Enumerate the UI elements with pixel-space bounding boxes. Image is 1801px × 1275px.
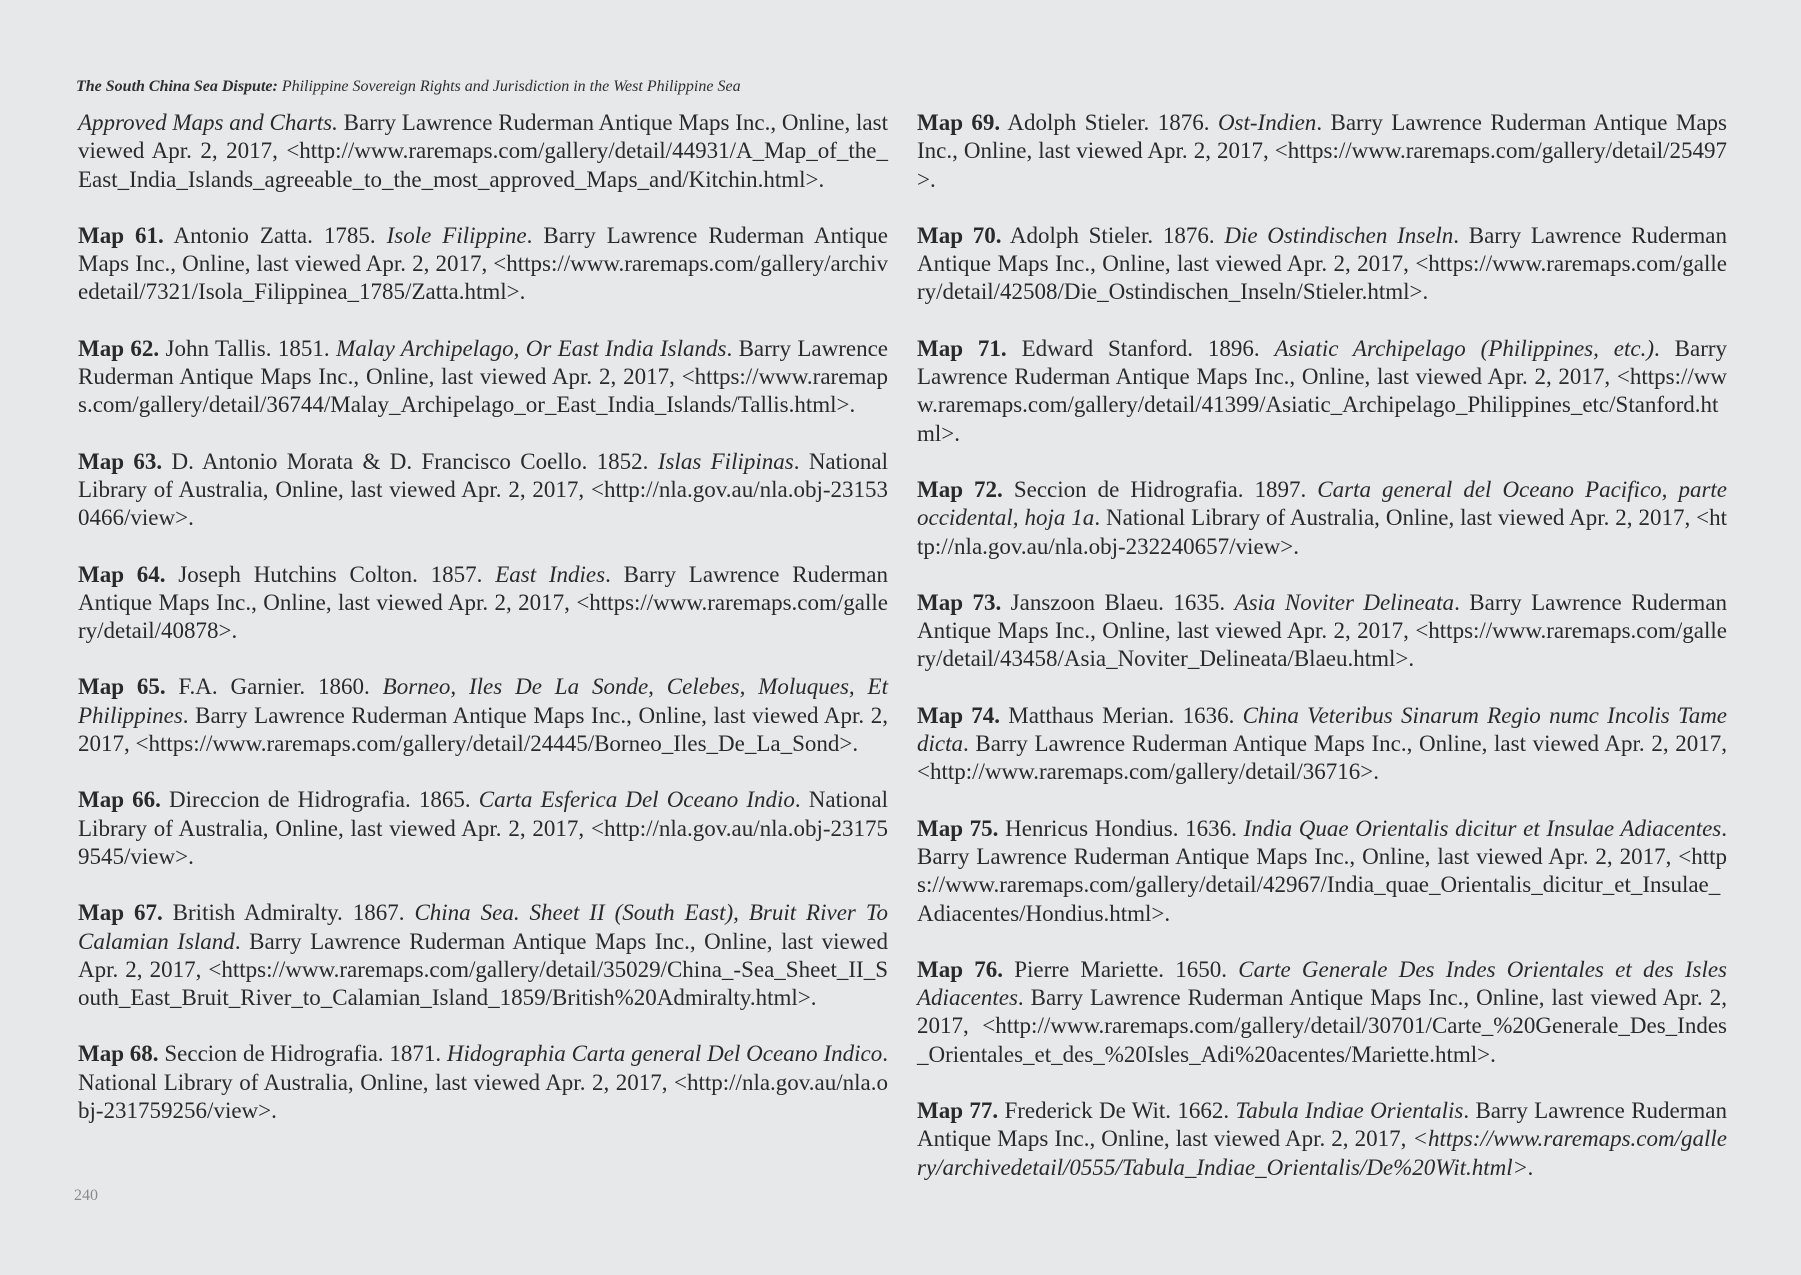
entry-label: Map 73.: [917, 589, 1002, 615]
entry-author-year: Seccion de Hidrografia. 1871.: [158, 1041, 447, 1067]
entry-map-title: Hidographia Carta general Del Oceano Indico: [446, 1041, 883, 1067]
left-column: [78, 109, 888, 1153]
page-number: 240: [74, 1187, 98, 1204]
entry-author-year: Adolph Stieler. 1876.: [1001, 222, 1225, 248]
entry-map-title: India Quae Orientalis dicitur et Insulae Adiacentes: [1243, 815, 1722, 841]
entry-label: Map 62.: [78, 335, 160, 361]
reference-entry: [78, 448, 888, 533]
entry-url: <https://www.raremaps.com/gallery/detail/35029/China_-Sea_Sheet_II_South_East_Bruit_River_to_Calamian_Island_1859/British%20Admiralty.html>.: [78, 956, 888, 1011]
entry-map-title: Borneo, Iles De La Sonde, Celebes, Moluques, Et Philippines: [78, 674, 888, 728]
right-column: [917, 109, 1727, 1210]
entry-url: <https://www.raremaps.com/gallery/detail/42508/Die_Ostindischen_Inseln/Stieler.html>.: [917, 251, 1727, 305]
entry-map-title: Islas Filipinas: [657, 448, 794, 474]
entry-map-title: Approved Maps and Charts.: [78, 110, 338, 135]
entry-author-year: British Admiralty. 1867.: [162, 900, 415, 926]
entry-source: . Barry Lawrence Ruderman Antique Maps Inc., Online, last viewed Apr. 2, 2017,: [78, 335, 889, 390]
entry-url: <http://nla.gov.au/nla.obj-231759545/view>.: [78, 815, 888, 869]
reference-entry: [917, 222, 1727, 307]
running-header: [76, 78, 741, 96]
entry-author-year: Henricus Hondius. 1636.: [998, 815, 1244, 841]
entry-url: <https://www.raremaps.com/gallery/detail/42967/India_quae_Orientalis_dicitur_et_Insulae_Adiacentes/Hondius.html>.: [917, 843, 1727, 926]
entry-author-year: F.A. Garnier. 1860.: [165, 674, 383, 700]
entry-url: <http://nla.gov.au/nla.obj-231759256/view>.: [78, 1069, 888, 1124]
entry-source: . Barry Lawrence Ruderman Antique Maps Inc., Online, last viewed Apr. 2, 2017,: [78, 702, 888, 757]
entry-source: . Barry Lawrence Ruderman Antique Maps Inc., Online, last viewed Apr. 2, 2017,: [78, 928, 889, 982]
entry-source: . National Library of Australia, Online, last viewed Apr. 2, 2017,: [78, 787, 889, 841]
reference-entry: [78, 899, 888, 1012]
entry-author-year: Edward Stanford. 1896.: [1006, 335, 1275, 361]
entry-author-year: Joseph Hutchins Colton. 1857.: [165, 561, 496, 587]
entry-map-title: East Indies: [495, 561, 606, 587]
entry-author-year: Adolph Stieler. 1876.: [1000, 110, 1218, 135]
entry-label: Map 67.: [78, 900, 163, 926]
reference-entry: [917, 1097, 1727, 1182]
entry-source: . Barry Lawrence Ruderman Antique Maps Inc., Online, last viewed Apr. 2, 2017,: [917, 815, 1728, 869]
entry-source: . National Library of Australia, Online, last viewed Apr. 2, 2017,: [78, 448, 889, 502]
entry-label: Map 66.: [78, 787, 161, 813]
entry-map-title: Malay Archipelago, Or East India Islands: [336, 335, 727, 361]
reference-entry: [78, 335, 888, 420]
reference-entry: [917, 956, 1727, 1069]
reference-entry: [917, 702, 1727, 787]
book-title: The South China Sea Dispute:: [76, 78, 278, 95]
entry-label: Map 63.: [78, 448, 163, 474]
book-subtitle: Philippine Sovereign Rights and Jurisdiction in the West Philippine Sea: [281, 78, 741, 95]
entry-source: . Barry Lawrence Ruderman Antique Maps Inc., Online, last viewed Apr. 2, 2017,: [963, 731, 1727, 757]
entry-label: Map 75.: [917, 815, 999, 841]
entry-source: . National Library of Australia, Online, last viewed Apr. 2, 2017,: [1094, 505, 1697, 531]
entry-author-year: Janszoon Blaeu. 1635.: [1001, 589, 1235, 615]
entry-url: <http://www.raremaps.com/gallery/detail/36716>.: [917, 759, 1379, 785]
reference-entry: [917, 109, 1727, 194]
entry-author-year: Seccion de Hidrografia. 1897.: [1002, 476, 1318, 502]
entry-source: . Barry Lawrence Ruderman Antique Maps Inc., Online, last viewed Apr. 2, 2017,: [917, 222, 1728, 277]
entry-source: . Barry Lawrence Ruderman Antique Maps Inc., Online, last viewed Apr. 2, 2017,: [78, 222, 889, 277]
entry-label: Map 72.: [917, 476, 1003, 502]
entry-source: . Barry Lawrence Ruderman Antique Maps Inc., Online, last viewed Apr. 2, 2017,: [917, 589, 1728, 644]
entry-label: Map 61.: [78, 222, 164, 248]
entry-url: <https://www.raremaps.com/gallery/detail/40878>.: [78, 589, 888, 644]
entry-url: <https://www.raremaps.com/gallery/archivedetail/7321/Isola_Filippinea_1785/Zatta.html>.: [78, 251, 888, 305]
entry-url: <https://www.raremaps.com/gallery/detail/25497>.: [917, 138, 1727, 192]
reference-entry: [917, 589, 1727, 674]
entry-source: . Barry Lawrence Ruderman Antique Maps Inc., Online, last viewed Apr. 2, 2017,: [917, 110, 1728, 164]
entry-label: Map 70.: [917, 222, 1002, 248]
reference-entry: [78, 561, 888, 646]
entry-map-title: Carta Esferica Del Oceano Indio: [478, 787, 795, 813]
entry-label: Map 69.: [917, 110, 1001, 135]
entry-map-title: Carta general del Oceano Pacifico, parte occidental, hoja 1a: [917, 476, 1727, 531]
entry-author-year: Pierre Mariette. 1650.: [1003, 956, 1239, 982]
entry-map-title: Die Ostindischen Inseln: [1224, 222, 1454, 248]
entry-source: . Barry Lawrence Ruderman Antique Maps Inc., Online, last viewed Apr. 2, 2017,: [917, 1098, 1727, 1152]
entry-label: Map 68.: [78, 1041, 159, 1067]
reference-entry: [78, 109, 888, 194]
entry-url: <https://www.raremaps.com/gallery/detail/43458/Asia_Noviter_Delineata/Blaeu.html>.: [917, 618, 1727, 672]
entry-map-title: Asiatic Archipelago (Philippines, etc.): [1274, 335, 1654, 361]
entry-map-title: Tabula Indiae Orientalis: [1235, 1098, 1464, 1124]
entry-author-year: Direccion de Hidrografia. 1865.: [160, 787, 479, 813]
entry-source: Barry Lawrence Ruderman Antique Maps Inc., Online, last viewed Apr. 2, 2017,: [78, 110, 888, 164]
entry-url: <https://www.raremaps.com/gallery/archivedetail/0555/Tabula_Indiae_Orientalis/De%20Wit.html>.: [917, 1126, 1727, 1180]
entry-map-title: China Veteribus Sinarum Regio numc Incolis Tame dicta: [917, 702, 1728, 757]
reference-entry: [78, 1040, 888, 1125]
reference-entry: [78, 222, 888, 307]
entry-map-title: Asia Noviter Delineata: [1234, 589, 1455, 615]
entry-url: <https://www.raremaps.com/gallery/detail/36744/Malay_Archipelago_or_East_India_Islands/Tallis.html>.: [78, 364, 888, 418]
entry-url: <https://www.raremaps.com/gallery/detail/24445/Borneo_Iles_De_La_Sond>.: [135, 731, 859, 757]
entry-map-title: China Sea. Sheet II (South East), Bruit River To Calamian Island: [78, 900, 889, 954]
reference-entry: [78, 673, 888, 758]
entry-source: . Barry Lawrence Ruderman Antique Maps Inc., Online, last viewed Apr. 2, 2017,: [917, 985, 1727, 1039]
reference-entry: [917, 476, 1727, 561]
reference-entry: [78, 786, 888, 871]
entry-author-year: John Tallis. 1851.: [159, 335, 337, 361]
entry-source: . Barry Lawrence Ruderman Antique Maps Inc., Online, last viewed Apr. 2, 2017,: [78, 561, 889, 615]
entry-map-title: Isole Filippine: [386, 222, 527, 248]
entry-url: <http://nla.gov.au/nla.obj-231530466/view>.: [78, 476, 888, 531]
entry-source: . Barry Lawrence Ruderman Antique Maps Inc., Online, last viewed Apr. 2, 2017,: [917, 335, 1728, 390]
entry-label: Map 64.: [78, 561, 166, 587]
entry-label: Map 77.: [917, 1098, 999, 1124]
entry-url: <http://www.raremaps.com/gallery/detail/44931/A_Map_of_the_East_India_Islands_agreeable_to_the_most_approved_Maps_and/Kitchin.html>.: [78, 138, 888, 192]
entry-url: <http://www.raremaps.com/gallery/detail/30701/Carte_%20Generale_Des_Indes_Orientales_et_des_%20Isles_Adi%20acentes/Mariette.html>.: [917, 1013, 1727, 1067]
reference-entry: [917, 335, 1727, 448]
entry-label: Map 71.: [917, 335, 1007, 361]
entry-source: . National Library of Australia, Online, last viewed Apr. 2, 2017,: [78, 1041, 888, 1095]
entry-author-year: D. Antonio Morata & D. Francisco Coello. 1852.: [162, 448, 658, 474]
entry-label: Map 65.: [78, 674, 166, 700]
entry-label: Map 74.: [917, 702, 1001, 728]
entry-author-year: Antonio Zatta. 1785.: [163, 222, 387, 248]
entry-url: <https://www.raremaps.com/gallery/detail/41399/Asiatic_Archipelago_Philippines_etc/Stanford.html>.: [917, 364, 1727, 446]
reference-entry: [917, 815, 1727, 928]
entry-label: Map 76.: [917, 956, 1003, 982]
entry-url: <http://nla.gov.au/nla.obj-232240657/view>.: [917, 505, 1728, 559]
entry-author-year: Frederick De Wit. 1662.: [998, 1098, 1236, 1124]
entry-author-year: Matthaus Merian. 1636.: [1000, 702, 1243, 728]
entry-map-title: Carte Generale Des Indes Orientales et des Isles Adiacentes: [917, 956, 1728, 1011]
entry-map-title: Ost-Indien: [1217, 110, 1317, 135]
